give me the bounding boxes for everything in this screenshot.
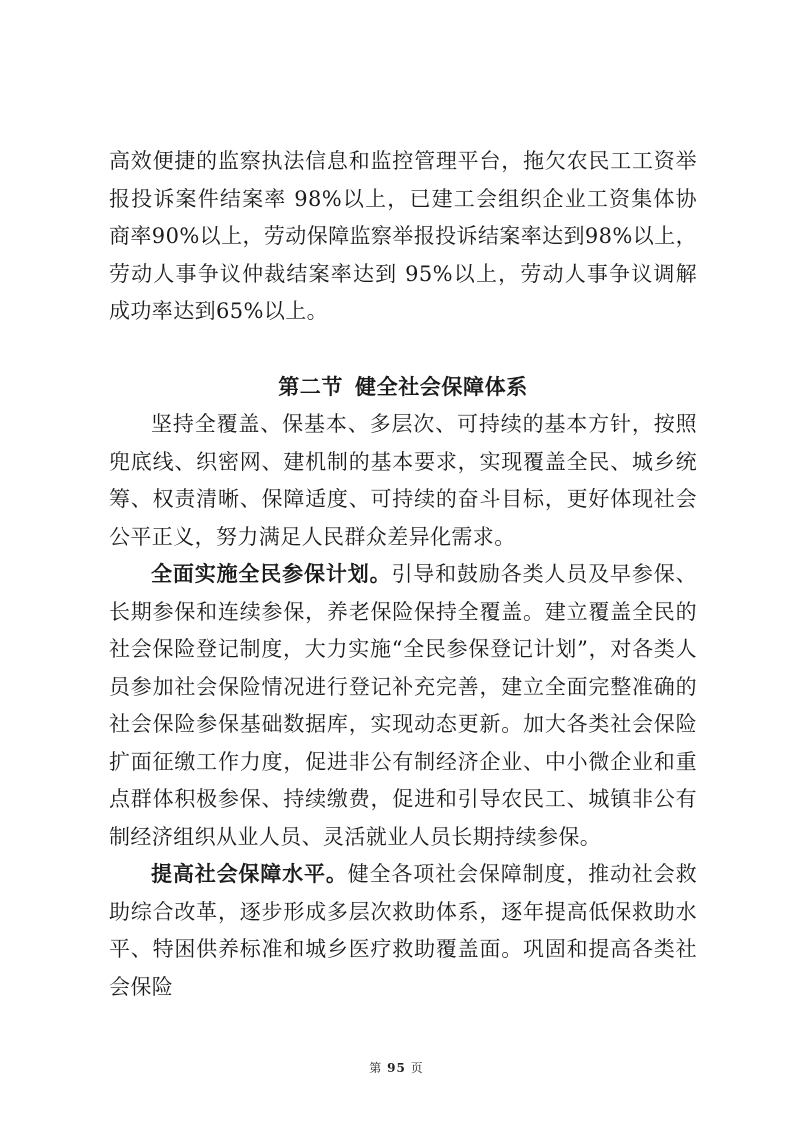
paragraph-principles: 坚持全覆盖、保基本、多层次、可持续的基本方针，按照兜底线、织密网、建机制的基本要求，实现覆盖全民、城乡统筹、权责清晰、保障适度、可持续的奋斗目标，更好体现社会公平正义，努力满足人民群众差异化需求。 bbox=[109, 412, 697, 549]
footer-suffix: 页 bbox=[410, 1061, 424, 1075]
body-text bbox=[109, 143, 697, 1006]
page-number: 95 bbox=[387, 1061, 406, 1075]
section-number: 第二节 bbox=[278, 374, 343, 399]
paragraph-insurance-plan bbox=[109, 556, 697, 856]
page-footer bbox=[0, 1059, 793, 1076]
paragraph-body: 引导和鼓励各类人员及早参保、长期参保和连续参保，养老保险保持全覆盖。建立覆盖全民的社会保险登记制度，大力实施“全民参保登记计划”，对各类人员参加社会保险情况进行登记补充完善，建立全面完整准确的社会保险参保基础数据库，实现动态更新。加大各类社会保险扩面征缴工作力度，促进非公有制经济企业、中小微企业和重点群体积极参保、持续缴费，促进和引导农民工、城镇非公有制经济组织从业人员、灵活就业人员长期持续参保。 bbox=[109, 562, 697, 849]
paragraph-security-level bbox=[109, 856, 697, 1006]
footer-prefix: 第 bbox=[369, 1061, 383, 1075]
section-heading bbox=[109, 369, 697, 407]
paragraph-lead-heading: 全面实施全民参保计划。 bbox=[151, 562, 392, 586]
section-title: 健全社会保障体系 bbox=[355, 374, 528, 399]
paragraph-body: 健全各项社会保障制度，推动社会救助综合改革，逐步形成多层次救助体系，逐年提高低保救助水平、特困供养标准和城乡医疗救助覆盖面。巩固和提高各类社会保险 bbox=[109, 862, 697, 999]
paragraph-continuation: 高效便捷的监察执法信息和监控管理平台，拖欠农民工工资举报投诉案件结案率 98%以上，已建工会组织企业工资集体协商率90%以上，劳动保障监察举报投诉结案率达到98%以上，劳动人事争议仲裁结案率达到 95%以上，劳动人事争议调解成功率达到65%以上。 bbox=[109, 149, 697, 323]
paragraph-lead-heading: 提高社会保障水平。 bbox=[151, 862, 348, 886]
